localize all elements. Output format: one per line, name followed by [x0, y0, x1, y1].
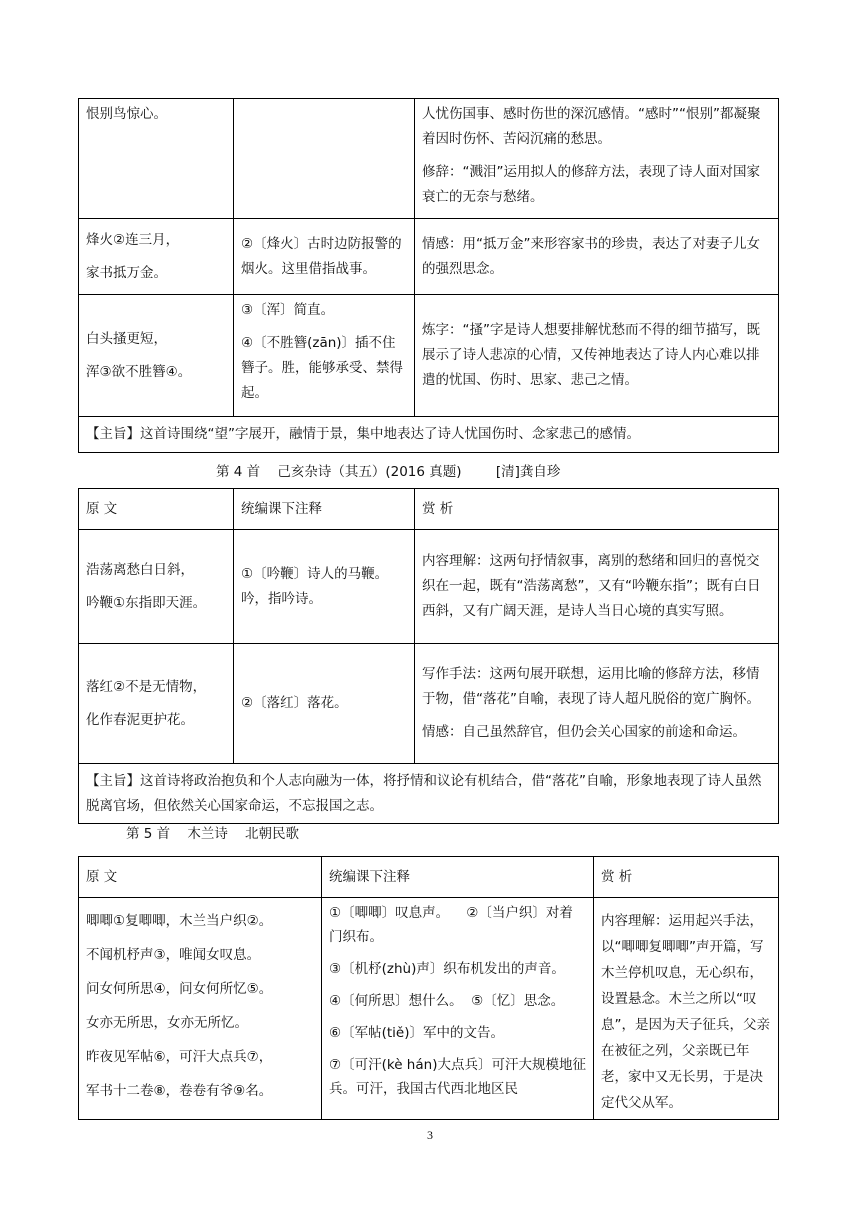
note-text: ③〔机杼(zhù)声〕织布机发出的声音。 [329, 961, 565, 977]
analysis-cell [594, 898, 779, 1120]
theme-text: 【主旨】这首诗将政治抱负和个人志向融为一体，将抒情和议论有机结合，借“落花”自喻，形象地表现了诗人虽然脱离官场，但依然关心国家命运，不忘报国之志。 [86, 772, 762, 814]
poem-line: 浑③欲不胜簪④。 [86, 363, 192, 380]
table-row [79, 99, 779, 219]
note-text: ⑥〔军帖(tiě)〕军中的文告。 [329, 1025, 504, 1041]
poem-line: 昨夜见军帖⑥，可汗大点兵⑦， [86, 1049, 273, 1065]
poem-line: 化作春泥更护花。 [86, 711, 194, 728]
table-row [79, 417, 779, 453]
header-notes: 统编课下注释 [234, 489, 415, 530]
analysis-text: 炼字：“搔”字是诗人想要排解忧愁而不得的细节描写，既展示了诗人悲凉的心情，又传神地表达了诗人内心难以排遣的忧国、伤时、思家、悲己之情。 [422, 322, 760, 388]
poem-line: 问女何所思④，问女何所忆⑤。 [86, 981, 273, 997]
note-text: ⑦〔可汗(kè hán)大点兵〕可汗大规模地征兵。可汗，我国古代西北地区民 [329, 1057, 586, 1097]
note-text: ④〔不胜簪(zān)〕插不住簪子。胜，能够承受、禁得起。 [241, 335, 403, 401]
original-cell [79, 295, 234, 417]
poem5-heading: 第 5 首 木兰诗 北朝民歌 [126, 826, 300, 842]
original-cell [79, 99, 234, 219]
poem4-heading: 第 4 首 己亥杂诗（其五）(2016 真题) [清]龚自珍 [216, 464, 561, 480]
note-text: ①〔吟鞭〕诗人的马鞭。吟，指吟诗。 [241, 565, 389, 607]
note-text: ③〔浑〕简直。 [241, 302, 335, 318]
table-row [79, 898, 779, 1120]
notes-cell [234, 530, 415, 644]
poem-line: 不闻机杼声③，唯闻女叹息。 [86, 947, 261, 963]
analysis-cell [415, 644, 779, 764]
original-cell [79, 530, 234, 644]
note-text: ①〔唧唧〕叹息声。 ②〔当户织〕对着门织布。 [329, 905, 573, 945]
poem-line: 家书抵万金。 [86, 264, 167, 281]
analysis-text: 内容理解：运用起兴手法，以“唧唧复唧唧”声开篇，写木兰停机叹息，无心织布，设置悬念。木兰之所以“叹息”，是因为天子征兵，父亲在被征之列，父亲既已年老，家中又无长男，于是决定代父从军。 [601, 913, 770, 1111]
analysis-cell [415, 99, 779, 219]
theme-text: 【主旨】这首诗围绕“望”字展开，融情于景，集中地表达了诗人忧国伤时、念家悲己的感情。 [86, 426, 640, 442]
table-header-row [79, 857, 779, 898]
header-analysis: 赏 析 [415, 489, 779, 530]
note-text: ②〔烽火〕古时边防报警的烟火。这里借指战事。 [241, 235, 402, 277]
table-row [79, 295, 779, 417]
poem-line: 白头搔更短， [86, 330, 167, 347]
notes-cell [234, 295, 415, 417]
poem-line: 落红②不是无情物， [86, 678, 207, 695]
original-cell [79, 898, 322, 1120]
poem-line: 女亦无所思，女亦无所忆。 [86, 1015, 248, 1031]
poem-line: 烽火②连三月， [86, 231, 180, 248]
table-header-row [79, 489, 779, 530]
poem-line: 军书十二卷⑧，卷卷有爷⑨名。 [86, 1083, 273, 1099]
theme-cell [79, 764, 779, 824]
notes-cell [322, 898, 594, 1120]
notes-cell [234, 99, 415, 219]
note-text: ②〔落红〕落花。 [241, 695, 348, 711]
analysis-text: 写作手法：这两句展开联想，运用比喻的修辞方法，移情于物，借“落花”自喻，表现了诗人超凡脱俗的宽广胸怀。 [422, 666, 760, 707]
analysis-text: 人忧伤国事、感时伤世的深沉感情。“感时”“恨别”都凝聚着因时伤怀、苦闷沉痛的愁思。 [422, 106, 761, 147]
poem4-table [78, 488, 779, 824]
analysis-text: 内容理解：这两句抒情叙事，离别的愁绪和回归的喜悦交织在一起，既有“浩荡离愁”，又有“吟鞭东指”；既有白日西斜，又有广阔天涯，是诗人当日心境的真实写照。 [422, 553, 761, 619]
poem3-table [78, 98, 779, 453]
theme-cell [79, 417, 779, 453]
poem-line: 恨别鸟惊心。 [86, 106, 167, 122]
poem5-table [78, 856, 779, 1120]
header-original: 原 文 [79, 857, 322, 898]
analysis-text: 情感：用“抵万金”来形容家书的珍贵，表达了对妻子儿女的强烈思念。 [422, 235, 760, 277]
notes-cell [234, 219, 415, 295]
table-row [79, 644, 779, 764]
original-cell [79, 644, 234, 764]
analysis-text: 情感：自己虽然辞官，但仍会关心国家的前途和命运。 [422, 724, 746, 740]
header-analysis: 赏 析 [594, 857, 779, 898]
poem-line: 唧唧①复唧唧，木兰当户织②。 [86, 913, 273, 929]
original-cell [79, 219, 234, 295]
analysis-text: 修辞：“溅泪”运用拟人的修辞方法，表现了诗人面对国家衰亡的无奈与愁绪。 [422, 164, 760, 205]
analysis-cell [415, 295, 779, 417]
analysis-cell [415, 530, 779, 644]
header-original: 原 文 [79, 489, 234, 530]
notes-cell [234, 644, 415, 764]
table-row [79, 764, 779, 824]
poem-line: 吟鞭①东指即天涯。 [86, 594, 207, 611]
analysis-cell [415, 219, 779, 295]
table-row [79, 530, 779, 644]
header-notes: 统编课下注释 [322, 857, 594, 898]
table-row [79, 219, 779, 295]
poem-line: 浩荡离愁白日斜， [86, 561, 194, 578]
note-text: ④〔何所思〕想什么。 ⑤〔忆〕思念。 [329, 993, 565, 1009]
page-number: 3 [427, 1128, 433, 1142]
